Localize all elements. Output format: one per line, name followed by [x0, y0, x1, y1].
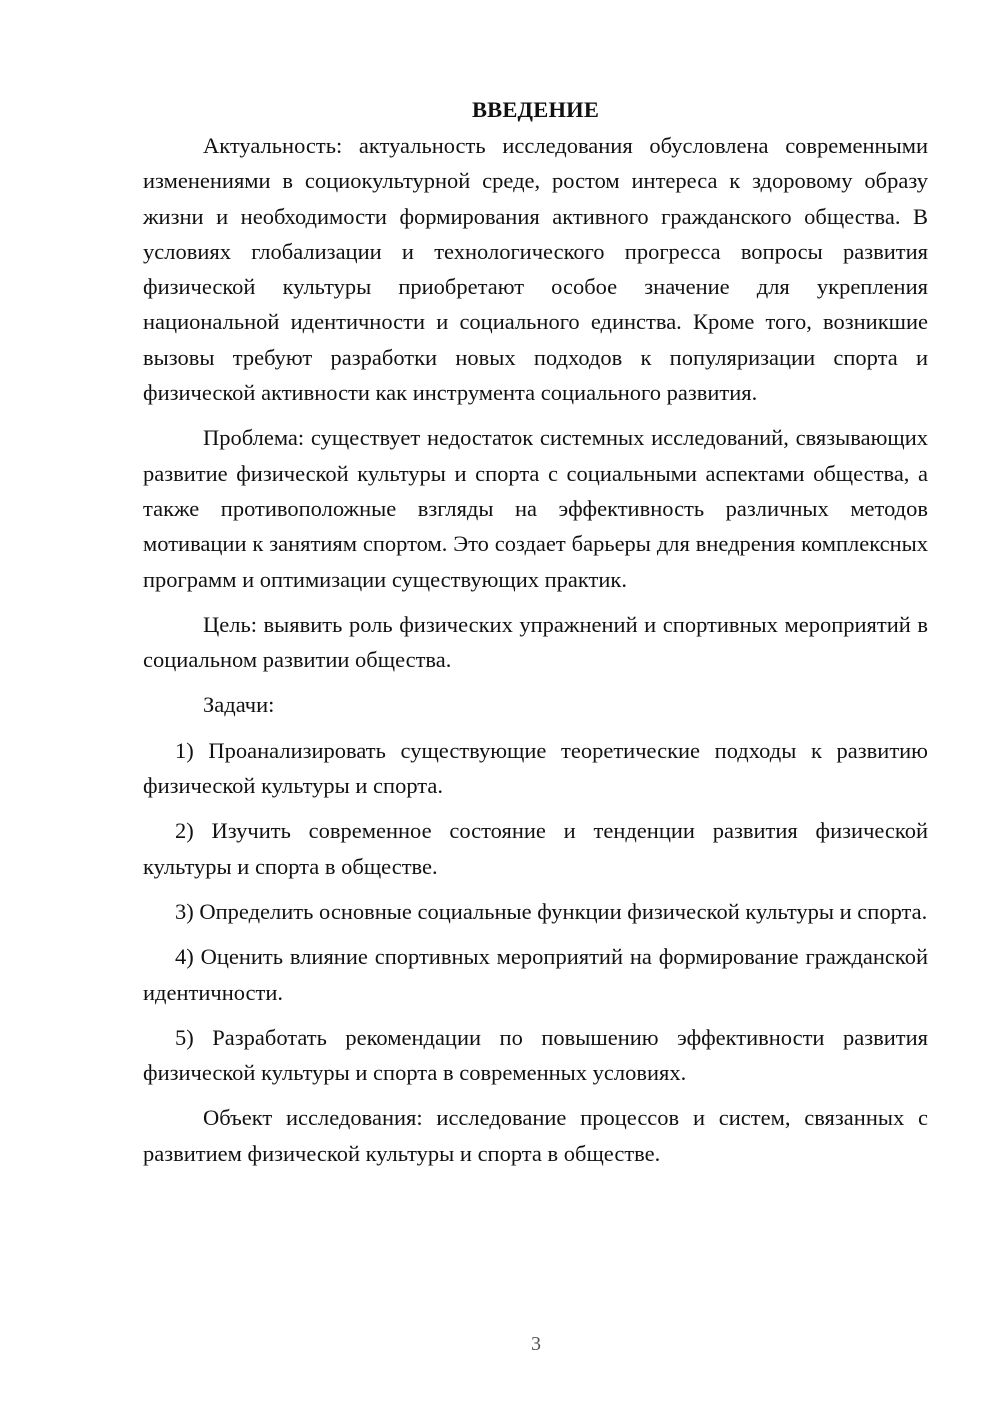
task-item-1: 1) Проанализировать существующие теоретические подходы к развитию физической культуры и спорта.: [143, 737, 928, 799]
paragraph-problem: Проблема: существует недостаток системных исследований, связывающих развитие физической культуры и спорта с социальными аспектами общества, а также противоположные взгляды на эффективность различных методов мотивации к занятиям спортом. Это создает барьеры для внедрения комплексных программ и оптимизации существующих практик.: [143, 425, 928, 592]
task-item-5: 5) Разработать рекомендации по повышению эффективности развития физической культуры и спорта в современных условиях.: [143, 1024, 928, 1086]
task-item-4: 4) Оценить влияние спортивных мероприятий на формирование гражданской идентичности.: [143, 944, 928, 1005]
task-item-3: 3) Определить основные социальные функции физической культуры и спорта.: [175, 898, 928, 924]
task-item-2: 2) Изучить современное состояние и тенденции развития физической культуры и спорта в обществе.: [143, 818, 928, 879]
document-body: [143, 92, 928, 1181]
section-title: ВВЕДЕНИЕ: [471, 97, 600, 122]
paragraph-tasks-heading: Задачи:: [203, 692, 275, 718]
paragraph-object: Объект исследования: исследование процессов и систем, связанных с развитием физической культуры и спорта в обществе.: [143, 1105, 928, 1166]
paragraph-relevance: Актуальность: актуальность исследования обусловлена современными изменениями в социокультурной среде, ростом интереса к здоровому образу жизни и необходимости формирования активного гражданского общества. В условиях глобализации и технологического прогресса вопросы развития физической культуры приобретают особое значение для укрепления национальной идентичности и социального единства. Кроме того, возникшие вызовы требуют разработки новых подходов к популяризации спорта и физической активности как инструмента социального развития.: [143, 133, 928, 406]
page-number: 3: [531, 1333, 541, 1355]
paragraph-goal: Цель: выявить роль физических упражнений и спортивных мероприятий в социальном развитии общества.: [143, 611, 928, 673]
